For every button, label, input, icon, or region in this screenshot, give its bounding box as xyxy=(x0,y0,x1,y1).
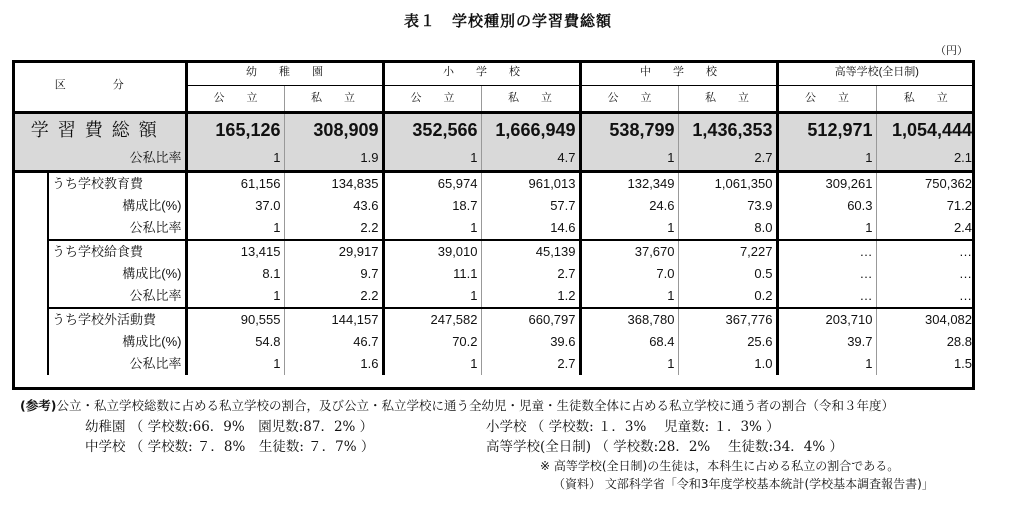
cell: 46.7 xyxy=(284,331,383,353)
header-category: 区 分 xyxy=(12,60,186,113)
cell: 7.0 xyxy=(580,263,678,285)
cell: 14.6 xyxy=(481,217,580,240)
unit-label: （円） xyxy=(935,44,968,57)
cell: 134,835 xyxy=(284,172,383,196)
subheader-private: 私 立 xyxy=(678,86,777,113)
cell: … xyxy=(777,285,876,308)
cell: 368,780 xyxy=(580,308,678,331)
cell: 39,010 xyxy=(383,240,481,263)
cell: 18.7 xyxy=(383,195,481,217)
header-high-school: 高等学校(全日制) xyxy=(777,60,975,86)
subheader-public: 公 立 xyxy=(580,86,678,113)
cell: 1.0 xyxy=(678,353,777,375)
cell: 60.3 xyxy=(777,195,876,217)
cell: 144,157 xyxy=(284,308,383,331)
subheader-public: 公 立 xyxy=(777,86,876,113)
cell: 61,156 xyxy=(186,172,284,196)
cell: 71.2 xyxy=(876,195,975,217)
ratio-label: 公私比率 xyxy=(48,217,186,240)
group-label-lunch: うち学校給食費 xyxy=(48,240,186,263)
header-elementary: 小 学 校 xyxy=(383,60,580,86)
cell: 203,710 xyxy=(777,308,876,331)
total-value: 1,666,949 xyxy=(481,113,580,147)
total-value: 165,126 xyxy=(186,113,284,147)
source-note: （資料） 文部科学省「令和3年度学校基本統計(学校基本調査報告書)」 xyxy=(553,477,934,491)
subheader-private: 私 立 xyxy=(876,86,975,113)
cell: 1 xyxy=(580,285,678,308)
cell: 45,139 xyxy=(481,240,580,263)
composition-label: 構成比(%) xyxy=(48,331,186,353)
total-ratio: 1 xyxy=(383,146,481,172)
reference-elementary: 小学校 （ 学校数: １．3% 児童数: １．3% ） xyxy=(486,419,780,435)
group-label-outside-activities: うち学校外活動費 xyxy=(48,308,186,331)
subheader-public: 公 立 xyxy=(186,86,284,113)
total-value: 1,436,353 xyxy=(678,113,777,147)
expense-table xyxy=(12,60,975,375)
cell: 37,670 xyxy=(580,240,678,263)
cell: 54.8 xyxy=(186,331,284,353)
total-label: 学習費総額 xyxy=(12,113,186,147)
total-ratio-label: 公私比率 xyxy=(12,146,186,172)
total-value: 1,054,444 xyxy=(876,113,975,147)
header-kindergarten: 幼 稚 園 xyxy=(186,60,383,86)
cell: 1 xyxy=(383,285,481,308)
cell: 2.4 xyxy=(876,217,975,240)
cell: 1 xyxy=(186,217,284,240)
cell: … xyxy=(876,285,975,308)
reference-junior-high: 中学校 （ 学校数: ７．8% 生徒数: ７．7% ） xyxy=(85,439,375,455)
cell: 28.8 xyxy=(876,331,975,353)
cell: 1 xyxy=(580,217,678,240)
total-value: 512,971 xyxy=(777,113,876,147)
indent-spacer xyxy=(12,172,48,376)
cell: 132,349 xyxy=(580,172,678,196)
cell: 68.4 xyxy=(580,331,678,353)
cell: … xyxy=(876,263,975,285)
cell: 1 xyxy=(186,285,284,308)
cell: 1 xyxy=(777,353,876,375)
total-value: 538,799 xyxy=(580,113,678,147)
total-value: 308,909 xyxy=(284,113,383,147)
cell: 29,917 xyxy=(284,240,383,263)
cell: 8.0 xyxy=(678,217,777,240)
subheader-private: 私 立 xyxy=(284,86,383,113)
reference-high-school: 高等学校(全日制) （ 学校数:28．2% 生徒数:34．4% ） xyxy=(486,439,843,455)
cell: 70.2 xyxy=(383,331,481,353)
total-ratio: 1 xyxy=(186,146,284,172)
total-value: 352,566 xyxy=(383,113,481,147)
reference-prefix: (参考) xyxy=(20,398,57,413)
total-ratio: 1 xyxy=(777,146,876,172)
ratio-label: 公私比率 xyxy=(48,285,186,308)
cell: 1.2 xyxy=(481,285,580,308)
cell: 24.6 xyxy=(580,195,678,217)
cell: 961,013 xyxy=(481,172,580,196)
cell: 1.5 xyxy=(876,353,975,375)
subheader-public: 公 立 xyxy=(383,86,481,113)
ratio-label: 公私比率 xyxy=(48,353,186,375)
page-title: 表１ 学校種別の学習費総額 xyxy=(403,12,612,30)
cell: 90,555 xyxy=(186,308,284,331)
header-junior-high: 中 学 校 xyxy=(580,60,777,86)
cell: … xyxy=(777,263,876,285)
cell: 0.5 xyxy=(678,263,777,285)
composition-label: 構成比(%) xyxy=(48,263,186,285)
cell: 750,362 xyxy=(876,172,975,196)
cell: 65,974 xyxy=(383,172,481,196)
cell: 1.6 xyxy=(284,353,383,375)
cell: 1 xyxy=(383,353,481,375)
cell: 7,227 xyxy=(678,240,777,263)
cell: 2.7 xyxy=(481,263,580,285)
cell: 25.6 xyxy=(678,331,777,353)
cell: 309,261 xyxy=(777,172,876,196)
cell: 39.7 xyxy=(777,331,876,353)
cell: 304,082 xyxy=(876,308,975,331)
cell: 367,776 xyxy=(678,308,777,331)
cell: 1 xyxy=(777,217,876,240)
total-ratio: 4.7 xyxy=(481,146,580,172)
group-label-education: うち学校教育費 xyxy=(48,172,186,196)
total-ratio: 2.1 xyxy=(876,146,975,172)
footnote: ※ 高等学校(全日制)の生徒は，本科生に占める私立の割合である。 xyxy=(540,459,900,473)
total-ratio: 2.7 xyxy=(678,146,777,172)
cell: 0.2 xyxy=(678,285,777,308)
cell: 2.7 xyxy=(481,353,580,375)
cell: 2.2 xyxy=(284,285,383,308)
reference-text: 公立・私立学校総数に占める私立学校の割合，及び公立・私立学校に通う全幼児・児童・生徒数全体に占める私立学校に通う者の割合（令和３年度） xyxy=(56,398,894,413)
cell: 39.6 xyxy=(481,331,580,353)
cell: 1,061,350 xyxy=(678,172,777,196)
cell: 43.6 xyxy=(284,195,383,217)
cell: 37.0 xyxy=(186,195,284,217)
cell: 2.2 xyxy=(284,217,383,240)
reference-kindergarten: 幼稚園 （ 学校数:66．9% 園児数:87．2% ） xyxy=(85,419,374,435)
cell: 73.9 xyxy=(678,195,777,217)
cell: 247,582 xyxy=(383,308,481,331)
cell: 1 xyxy=(186,353,284,375)
reference-heading xyxy=(20,396,894,414)
total-ratio: 1 xyxy=(580,146,678,172)
cell: 9.7 xyxy=(284,263,383,285)
cell: 660,797 xyxy=(481,308,580,331)
cell: 8.1 xyxy=(186,263,284,285)
cell: 57.7 xyxy=(481,195,580,217)
total-ratio: 1.9 xyxy=(284,146,383,172)
subheader-private: 私 立 xyxy=(481,86,580,113)
cell: 13,415 xyxy=(186,240,284,263)
composition-label: 構成比(%) xyxy=(48,195,186,217)
cell: 1 xyxy=(580,353,678,375)
cell: 1 xyxy=(383,217,481,240)
cell: … xyxy=(777,240,876,263)
cell: … xyxy=(876,240,975,263)
cell: 11.1 xyxy=(383,263,481,285)
